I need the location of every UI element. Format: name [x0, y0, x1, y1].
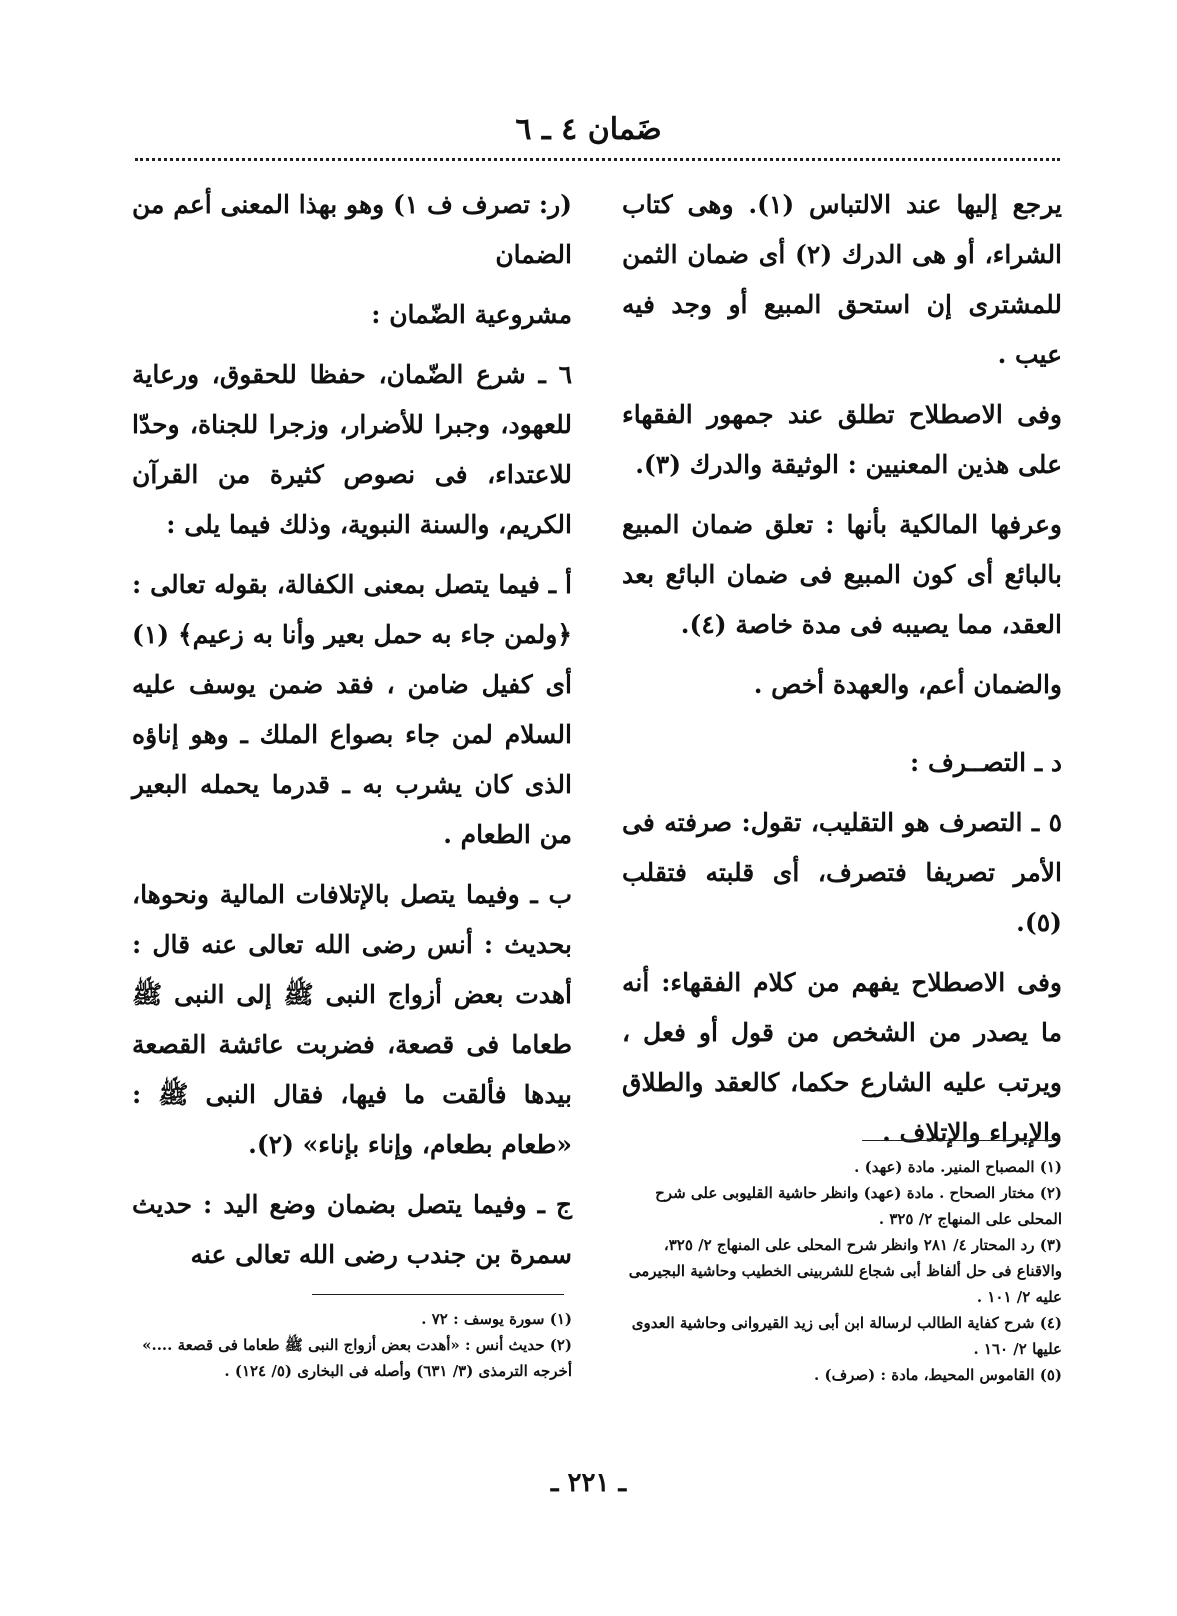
footnote-divider	[312, 1294, 564, 1295]
paragraph: وفى الاصطلاح تطلق عند جمهور الفقهاء على هذين المعنيين : الوثيقة والدرك (٣).	[622, 400, 1062, 479]
paragraph: أ ـ فيما يتصل بمعنى الكفالة، بقوله تعالى : ﴿ولمن جاء به حمل بعير وأنا به زعيم﴾ (١) أى كفيل ضامن ، فقد ضمن يوسف عليه السلام لمن جاء بصواع الملك ـ وهو إناؤه الذى كان يشرب به ـ قدرما يحمله البعير من الطعام .	[132, 570, 572, 849]
paragraph: ٦ ـ شرع الضّمان، حفظا للحقوق، ورعاية للعهود، وجبرا للأضرار، وزجرا للجناة، وحدّا للاعتداء، فى نصوص كثيرة من القرآن الكريم، والسنة النبوية، وذلك فيما يلى :	[132, 360, 572, 539]
right-column	[622, 180, 1062, 1168]
paragraph: وعرفها المالكية بأنها : تعلق ضمان المبيع بالبائع أى كون المبيع فى ضمان البائع بعد العقد، مما يصيبه فى مدة خاصة (٤).	[622, 510, 1062, 639]
paragraph: ب ـ وفيما يتصل بالإتلافات المالية ونحوها، بحديث : أنس رضى الله تعالى عنه قال : أهدت بعض أزواج النبى ﷺ إلى النبى ﷺ طعاما فى قصعة، فضربت عائشة القصعة بيدها فألقت ما فيها، فقال النبى ﷺ : «طعام بطعام، وإناء بإناء» (٢).	[132, 880, 572, 1159]
paragraph: (ر: تصرف ف ١) وهو بهذا المعنى أعم من الضمان	[132, 190, 572, 269]
left-footnotes	[132, 1306, 572, 1384]
paragraph: ج ـ وفيما يتصل بضمان وضع اليد : حديث سمرة بن جندب رضى الله تعالى عنه	[132, 1190, 572, 1269]
paragraph: والضمان أعم، والعهدة أخص .	[753, 670, 1062, 699]
header-dotted-divider	[135, 158, 1060, 161]
paragraph: يرجع إليها عند الالتباس (١). وهى كتاب الشراء، أو هى الدرك (٢) أى ضمان الثمن للمشترى إن استحق المبيع أو وجد فيه عيب .	[622, 190, 1063, 369]
left-column	[132, 180, 572, 1290]
paragraph: وفى الاصطلاح يفهم من كلام الفقهاء: أنه ما يصدر من الشخص من قول أو فعل ، ويرتب عليه الشارع حكما، كالعقد والطلاق والإبراء والإتلاف .	[622, 968, 1062, 1147]
page-number: ـ ٢٢١ ـ	[550, 1468, 627, 1498]
section-heading: د ـ التصــرف :	[910, 748, 1062, 777]
footnote: (٣) رد المحتار ٤/ ٢٨١ وانظر شرح المحلى على المنهاج ٢/ ٣٢٥، والاقناع فى حل ألفاظ أبى شجاع للشربينى الخطيب وحاشية البجيرمى عليه ٢/ ١٠١ .	[628, 1236, 1062, 1306]
footnote: (١) سورة يوسف : ٧٢ .	[421, 1310, 572, 1328]
footnote-divider	[862, 1140, 1052, 1141]
footnote: (٢) حديث أنس : «أهدت بعض أزواج النبى ﷺ طعاما فى قصعة ....» أخرجه الترمذى (٣/ ٦٣١) وأصله فى البخارى (٥/ ١٢٤) .	[142, 1336, 572, 1380]
footnote: (١) المصباح المنير. مادة (عهد) .	[854, 1158, 1062, 1176]
footnote: (٥) القاموس المحيط، مادة : (صرف) .	[814, 1366, 1062, 1384]
page-header-title: ضَمان ٤ ـ ٦	[515, 112, 662, 147]
section-heading: مشروعية الضّمان :	[371, 300, 572, 329]
right-footnotes	[622, 1154, 1062, 1388]
footnote: (٤) شرح كفاية الطالب لرسالة ابن أبى زيد القيروانى وحاشية العدوى عليها ٢/ ١٦٠ .	[631, 1314, 1062, 1358]
paragraph: ٥ ـ التصرف هو التقليب، تقول: صرفته فى الأمر تصريفا فتصرف، أى قلبته فتقلب (٥).	[622, 808, 1062, 937]
footnote: (٢) مختار الصحاح . مادة (عهد) وانظر حاشية القليوبى على شرح المحلى على المنهاج ٢/ ٣٢٥ .	[655, 1184, 1062, 1228]
